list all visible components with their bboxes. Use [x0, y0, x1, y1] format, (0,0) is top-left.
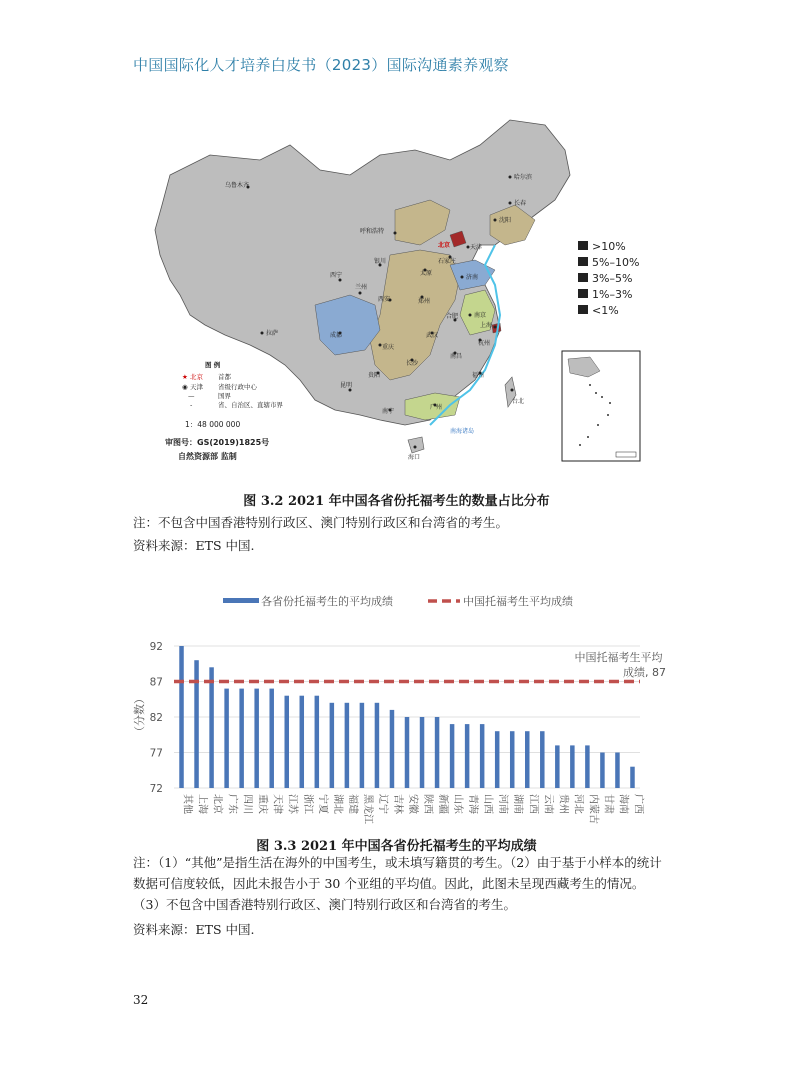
map-inner-legend	[165, 360, 284, 461]
map-legend-symbol: —	[188, 392, 195, 400]
map-legend-title: 图 例	[205, 361, 221, 369]
y-tick-label: 77	[149, 747, 163, 760]
city-label: 沈阳	[499, 217, 512, 224]
map-legend-desc: 省、自治区、直辖市界	[218, 401, 283, 409]
legend-swatch-over10	[578, 241, 588, 250]
map-supervisor: 自然资源部 监制	[178, 452, 237, 461]
bar	[450, 724, 455, 788]
x-tick-label: 湖南	[512, 794, 524, 814]
reference-line-label-1: 中国托福考生平均	[574, 651, 663, 664]
sea-label: 南海诸岛	[450, 428, 475, 435]
bar	[540, 731, 545, 788]
city-label: 长春	[514, 200, 527, 207]
y-tick-label: 72	[149, 783, 163, 795]
reference-line-label-2: 成绩, 87	[623, 666, 666, 679]
bar	[239, 689, 244, 788]
legend-line-label: 中国托福考生平均成绩	[463, 595, 573, 608]
x-tick-label: 江苏	[286, 794, 298, 814]
reference-line-label	[575, 650, 667, 679]
x-tick-label: 其他	[181, 794, 193, 814]
x-tick-label: 青海	[467, 794, 479, 814]
city-label: 海口	[408, 454, 421, 461]
running-header: 中国国际化人才培养白皮书（2023）国际沟通素养观察	[133, 56, 509, 74]
map-legend-desc: 省级行政中心	[218, 383, 257, 391]
legend-swatch-3to5	[578, 273, 588, 282]
bar	[630, 767, 635, 788]
bar	[405, 717, 410, 788]
bar	[284, 696, 289, 788]
bar	[555, 745, 560, 788]
legend-bar-label: 各省份托福考生的平均成绩	[261, 595, 393, 608]
map-legend-symbol: ★	[182, 373, 188, 381]
city-label: 呼和浩特	[360, 228, 385, 235]
x-tick-label: 海南	[617, 794, 629, 814]
bar	[510, 731, 515, 788]
bar	[209, 667, 214, 788]
legend-label: <1%	[592, 304, 619, 317]
map-scale: 1：48 000 000	[185, 420, 241, 429]
y-tick-label: 87	[149, 676, 163, 689]
city-label: 乌鲁木齐	[225, 182, 250, 189]
city-label: 杭州	[478, 340, 491, 347]
bar	[254, 689, 259, 788]
china-province-map	[150, 115, 650, 475]
city-label: 拉萨	[266, 330, 279, 337]
x-tick-label: 山东	[452, 794, 464, 814]
x-tick-label: 广东	[226, 794, 238, 814]
map-legend-desc: 首都	[218, 373, 231, 381]
x-tick-label: 福建	[346, 794, 358, 814]
y-tick-labels	[150, 641, 163, 795]
city-label: 上海	[480, 322, 493, 329]
city-label: 郑州	[418, 298, 431, 305]
x-tick-label: 浙江	[301, 794, 313, 814]
y-axis-label: （分数）	[133, 693, 146, 737]
x-tick-label: 新疆	[437, 794, 449, 814]
bar	[480, 724, 485, 788]
city-label: 哈尔滨	[514, 174, 533, 181]
map-legend-name: 天津	[190, 383, 203, 391]
bar	[315, 696, 320, 788]
bar	[615, 753, 620, 789]
bar	[269, 689, 274, 788]
bar	[194, 660, 199, 788]
city-label: 昆明	[340, 382, 353, 389]
bar	[300, 696, 305, 788]
city-label: 台北	[512, 398, 525, 405]
x-tick-label: 四川	[241, 794, 253, 814]
x-tick-label: 上海	[196, 794, 208, 814]
x-tick-label: 陕西	[422, 794, 434, 814]
bar	[465, 724, 470, 788]
bar	[375, 703, 380, 788]
avg-score-bar-chart	[130, 585, 670, 833]
legend-swatch-1to3	[578, 289, 588, 298]
legend-swatch-under1	[578, 305, 588, 314]
x-tick-label: 甘肃	[602, 794, 614, 814]
city-label: 南昌	[450, 353, 463, 360]
city-label: 银川	[374, 258, 387, 265]
x-tick-label: 内蒙古	[587, 794, 599, 824]
x-tick-labels	[182, 794, 646, 824]
x-tick-label: 吉林	[391, 794, 403, 814]
x-tick-label: 山西	[482, 794, 494, 814]
bar	[390, 710, 395, 788]
x-tick-label: 河北	[572, 794, 584, 814]
legend-label: >10%	[592, 240, 626, 253]
map-approval-number: 审图号：GS(2019)1825号	[165, 438, 270, 447]
y-tick-label: 82	[149, 712, 163, 724]
x-tick-label: 云南	[542, 794, 554, 814]
city-label: 重庆	[382, 344, 395, 351]
capital-label: 北京	[438, 242, 451, 249]
x-tick-label: 江西	[527, 794, 539, 814]
city-label: 石家庄	[438, 258, 457, 265]
x-tick-label: 天津	[271, 794, 283, 814]
map-legend-symbol: -	[190, 401, 193, 409]
bar	[585, 745, 590, 788]
bar	[330, 703, 335, 788]
city-label: 武汉	[426, 332, 439, 339]
x-tick-label: 辽宁	[376, 794, 388, 814]
figure-3-2-caption: 图 3.2 2021 年中国各省份托福考生的数量占比分布	[243, 494, 550, 509]
bar	[495, 731, 500, 788]
x-tick-label: 黑龙江	[361, 794, 373, 824]
city-label: 南京	[474, 312, 487, 319]
legend-swatch-5to10	[578, 257, 588, 266]
city-label: 西宁	[330, 272, 343, 279]
city-label: 福州	[472, 372, 485, 379]
bar	[525, 731, 530, 788]
city-label: 成都	[330, 332, 343, 339]
y-tick-label: 92	[149, 641, 163, 653]
x-tick-label: 安徽	[407, 794, 418, 814]
city-label: 贵阳	[368, 372, 381, 379]
bar	[600, 753, 605, 789]
x-tick-label: 广西	[632, 794, 644, 814]
figure-3-2-note: 注：不包含中国香港特别行政区、澳门特别行政区和台湾省的考生。	[133, 515, 509, 530]
map-legend-symbol: ◉	[182, 383, 188, 391]
city-label: 西安	[378, 296, 391, 303]
figure-3-3-caption: 图 3.3 2021 年中国各省份托福考生的平均成绩	[256, 839, 537, 854]
hainan	[408, 437, 424, 453]
legend-label: 3%–5%	[592, 272, 633, 285]
legend-label: 5%–10%	[592, 256, 640, 269]
city-label: 合肥	[446, 313, 459, 320]
figure-3-3-note: 注：（1）“其他”是指生活在海外的中国考生，或未填写籍贯的考生。（2）由于基于小样本的统计数据可信度较低，因此未报告小于 30 个亚组的平均值。因此，此图未呈现西藏考生的情况。（3）不包含中国香港特别行政区、澳门特别行政区和台湾省的考生。	[133, 855, 662, 912]
bar	[360, 703, 365, 788]
city-label: 天津	[470, 244, 483, 251]
legend-label: 1%–3%	[592, 288, 633, 301]
city-label: 太原	[420, 270, 433, 277]
south-china-sea-inset	[562, 351, 640, 461]
bar	[570, 745, 575, 788]
figure-3-2-source: 资料来源：ETS 中国.	[133, 538, 255, 553]
x-tick-label: 宁夏	[316, 794, 328, 814]
city-label: 兰州	[355, 284, 368, 291]
city-label: 济南	[466, 274, 479, 281]
x-tick-label: 河南	[497, 794, 509, 814]
x-tick-label: 北京	[211, 794, 223, 814]
chart-legend	[223, 594, 573, 608]
x-tick-label: 湖北	[331, 794, 343, 814]
city-label: 长沙	[406, 360, 419, 367]
bar	[224, 689, 229, 788]
legend-bar-swatch	[223, 598, 259, 603]
city-label: 广州	[430, 404, 443, 411]
page-number: 32	[133, 993, 149, 1007]
bar	[435, 717, 440, 788]
figure-3-3-source: 资料来源：ETS 中国.	[133, 922, 255, 937]
bar	[420, 717, 425, 788]
bar	[345, 703, 350, 788]
map-legend-name: 北京	[190, 373, 203, 381]
map-legend-desc: 国界	[218, 392, 231, 400]
city-label: 南宁	[382, 408, 395, 415]
bar	[179, 646, 184, 788]
map-color-legend	[578, 240, 639, 317]
x-tick-label: 重庆	[256, 794, 268, 814]
x-tick-label: 贵州	[557, 794, 569, 814]
